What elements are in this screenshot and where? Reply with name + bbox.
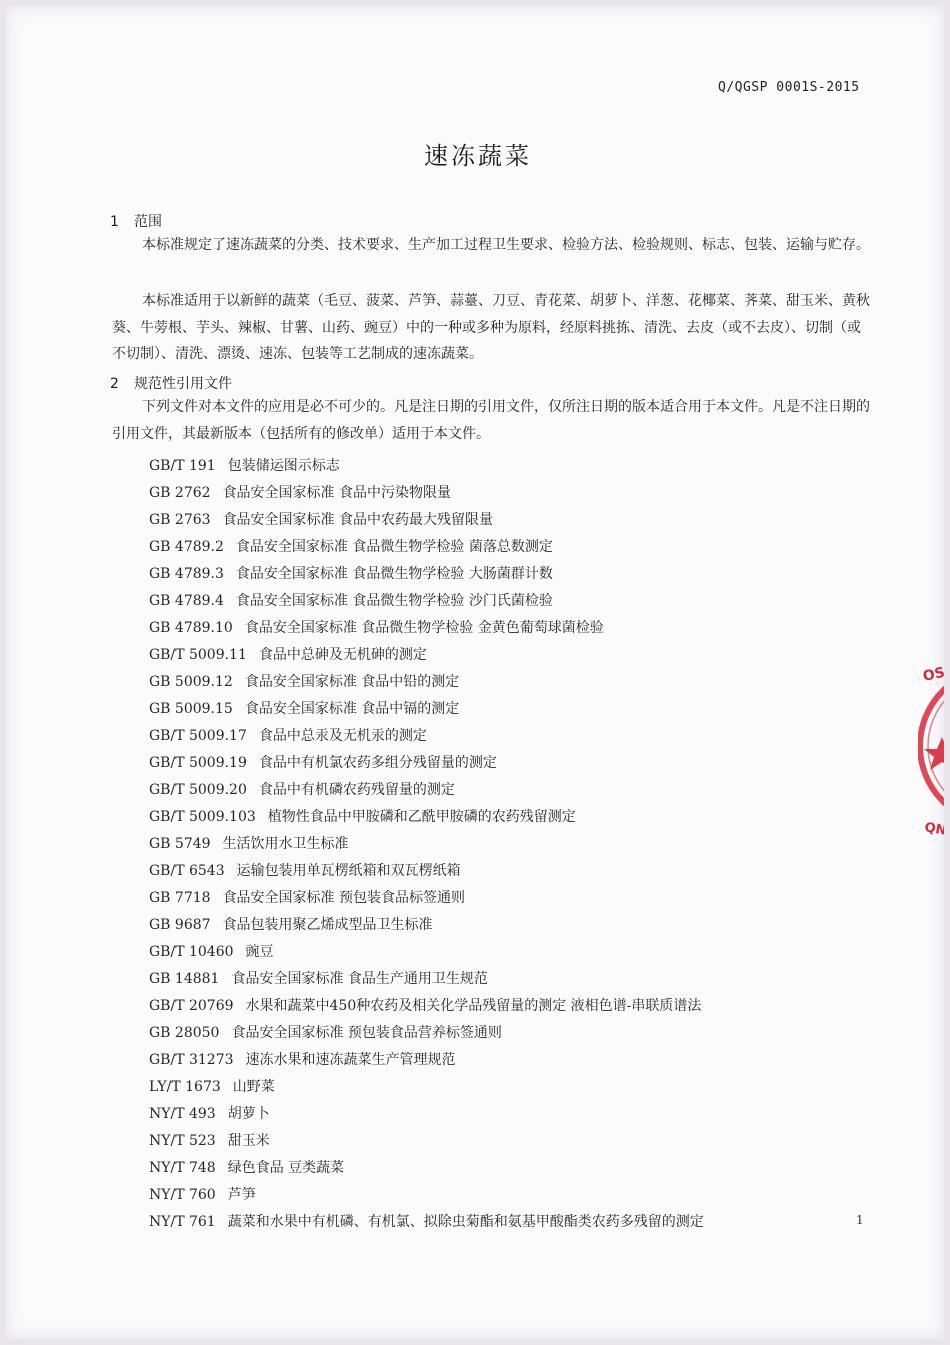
reference-item xyxy=(149,968,488,988)
reference-code: GB 4789.10 xyxy=(149,620,233,636)
page-number: 1 xyxy=(856,1213,864,1227)
reference-code: GB 9687 xyxy=(149,917,211,933)
reference-code: GB 7718 xyxy=(149,890,211,906)
reference-item xyxy=(149,995,701,1015)
section-1-heading xyxy=(110,211,162,231)
reference-item xyxy=(149,671,459,691)
section-title: 规范性引用文件 xyxy=(134,376,232,392)
reference-code: GB 2762 xyxy=(149,485,211,501)
reference-title: 速冻水果和速冻蔬菜生产管理规范 xyxy=(245,1052,456,1068)
reference-item xyxy=(149,1130,270,1150)
reference-title: 食品安全国家标准 食品生产通用卫生规范 xyxy=(231,971,488,987)
reference-title: 食品安全国家标准 食品中农药最大残留限量 xyxy=(222,512,494,528)
reference-code: NY/T 760 xyxy=(149,1187,216,1203)
reference-code: GB/T 5009.20 xyxy=(149,782,247,798)
star-icon xyxy=(924,737,944,770)
reference-item xyxy=(149,1049,456,1069)
reference-code: GB/T 5009.103 xyxy=(149,809,256,825)
reference-code: GB 14881 xyxy=(149,971,220,987)
standard-code: Q/QGSP 0001S-2015 xyxy=(718,80,860,95)
reference-code: GB/T 10460 xyxy=(149,944,234,960)
reference-item xyxy=(149,1022,502,1042)
reference-title: 食品安全国家标准 食品微生物学检验 沙门氏菌检验 xyxy=(235,593,553,609)
reference-item xyxy=(149,887,465,907)
reference-title: 食品安全国家标准 食品中铅的测定 xyxy=(244,674,460,690)
reference-title: 食品安全国家标准 预包装食品标签通则 xyxy=(222,890,466,906)
reference-item xyxy=(149,752,497,772)
reference-title: 生活饮用水卫生标准 xyxy=(222,836,349,852)
reference-code: LY/T 1673 xyxy=(149,1079,221,1095)
official-seal-stamp xyxy=(918,651,948,841)
reference-item xyxy=(149,563,553,583)
reference-title: 食品中总砷及无机砷的测定 xyxy=(258,647,427,663)
reference-code: GB 2763 xyxy=(149,512,211,528)
reference-code: GB/T 5009.11 xyxy=(149,647,247,663)
reference-code: GB/T 20769 xyxy=(149,998,234,1014)
reference-item xyxy=(149,509,493,529)
reference-title: 植物性食品中甲胺磷和乙酰甲胺磷的农药残留测定 xyxy=(267,809,576,825)
reference-title: 豌豆 xyxy=(245,944,274,960)
reference-item xyxy=(149,698,459,718)
reference-item xyxy=(149,1076,275,1096)
reference-code: GB 5009.15 xyxy=(149,701,233,717)
reference-item xyxy=(149,725,427,745)
reference-item xyxy=(149,455,340,475)
reference-item xyxy=(149,1184,256,1204)
section-number: 1 xyxy=(110,214,119,230)
reference-title: 芦笋 xyxy=(227,1187,256,1203)
reference-title: 水果和蔬菜中450种农药及相关化学品残留量的测定 液相色谱-串联质谱法 xyxy=(245,998,702,1014)
reference-title: 食品安全国家标准 食品微生物学检验 菌落总数测定 xyxy=(235,539,553,555)
section-number: 2 xyxy=(110,376,119,392)
reference-title: 食品安全国家标准 食品中污染物限量 xyxy=(222,485,452,501)
reference-title: 食品安全国家标准 食品微生物学检验 大肠菌群计数 xyxy=(235,566,553,582)
reference-title: 食品包装用聚乙烯成型品卫生标准 xyxy=(222,917,433,933)
reference-item xyxy=(149,833,349,853)
reference-item xyxy=(149,536,553,556)
document-title: 速冻蔬菜 xyxy=(424,142,532,170)
reference-item xyxy=(149,1103,270,1123)
reference-code: GB/T 191 xyxy=(149,458,216,474)
reference-code: GB 5009.12 xyxy=(149,674,233,690)
reference-item xyxy=(149,482,451,502)
reference-title: 胡萝卜 xyxy=(227,1106,270,1122)
scope-paragraph-1: 本标准规定了速冻蔬菜的分类、技术要求、生产加工过程卫生要求、检验方法、检验规则、标志、包装、运输与贮存。 xyxy=(142,237,870,253)
reference-code: GB 4789.4 xyxy=(149,593,224,609)
reference-item xyxy=(149,914,433,934)
normative-references-intro: 下列文件对本文件的应用是必不可少的。凡是注日期的引用文件，仅所注日期的版本适合用于本文件。凡是不注日期的引用文件，其最新版本（包括所有的修改单）适用于本文件。 xyxy=(112,399,870,442)
section-2-heading xyxy=(110,373,232,393)
reference-code: GB/T 5009.19 xyxy=(149,755,247,771)
svg-text:OS: OS xyxy=(921,664,947,685)
reference-code: GB 4789.2 xyxy=(149,539,224,555)
svg-text:QN: QN xyxy=(923,820,948,839)
reference-title: 食品安全国家标准 预包装食品营养标签通则 xyxy=(231,1025,502,1041)
reference-code: NY/T 748 xyxy=(149,1160,216,1176)
reference-item xyxy=(149,860,461,880)
reference-title: 蔬菜和水果中有机磷、有机氯、拟除虫菊酯和氨基甲酸酯类农药多残留的测定 xyxy=(227,1214,704,1230)
section-title: 范围 xyxy=(134,214,162,230)
reference-code: GB/T 31273 xyxy=(149,1052,234,1068)
reference-title: 运输包装用单瓦楞纸箱和双瓦楞纸箱 xyxy=(236,863,461,879)
reference-item xyxy=(149,644,427,664)
reference-code: GB 4789.3 xyxy=(149,566,224,582)
reference-title: 甜玉米 xyxy=(227,1133,270,1149)
reference-title: 食品中有机磷农药残留量的测定 xyxy=(258,782,455,798)
reference-title: 食品中有机氯农药多组分残留量的测定 xyxy=(258,755,497,771)
reference-title: 食品安全国家标准 食品微生物学检验 金黄色葡萄球菌检验 xyxy=(244,620,604,636)
scope-paragraph-2: 本标准适用于以新鲜的蔬菜（毛豆、菠菜、芦笋、蒜薹、刀豆、青花菜、胡萝卜、洋葱、花椰菜、荠菜、甜玉米、黄秋葵、牛蒡根、芋头、辣椒、甘薯、山药、豌豆）中的一种或多种为原料，经原料挑拣、清洗、去皮（或不去皮）、切制（或不切制）、清洗、漂烫、速冻、包装等工艺制成的速冻蔬菜。 xyxy=(112,293,870,362)
reference-title: 包装储运图示标志 xyxy=(227,458,340,474)
reference-item xyxy=(149,1211,704,1231)
reference-title: 食品中总汞及无机汞的测定 xyxy=(258,728,427,744)
reference-item xyxy=(149,617,604,637)
reference-code: GB/T 6543 xyxy=(149,863,225,879)
reference-title: 食品安全国家标准 食品中镉的测定 xyxy=(244,701,460,717)
reference-code: GB 5749 xyxy=(149,836,211,852)
reference-item xyxy=(149,941,274,961)
reference-code: NY/T 493 xyxy=(149,1106,216,1122)
reference-title: 山野菜 xyxy=(232,1079,275,1095)
document-page xyxy=(6,6,948,1339)
reference-item xyxy=(149,1157,344,1177)
reference-item xyxy=(149,806,576,826)
reference-title: 绿色食品 豆类蔬菜 xyxy=(227,1160,345,1176)
reference-code: GB/T 5009.17 xyxy=(149,728,247,744)
reference-code: NY/T 761 xyxy=(149,1214,216,1230)
reference-item xyxy=(149,779,455,799)
reference-item xyxy=(149,590,553,610)
reference-code: GB 28050 xyxy=(149,1025,220,1041)
reference-code: NY/T 523 xyxy=(149,1133,216,1149)
